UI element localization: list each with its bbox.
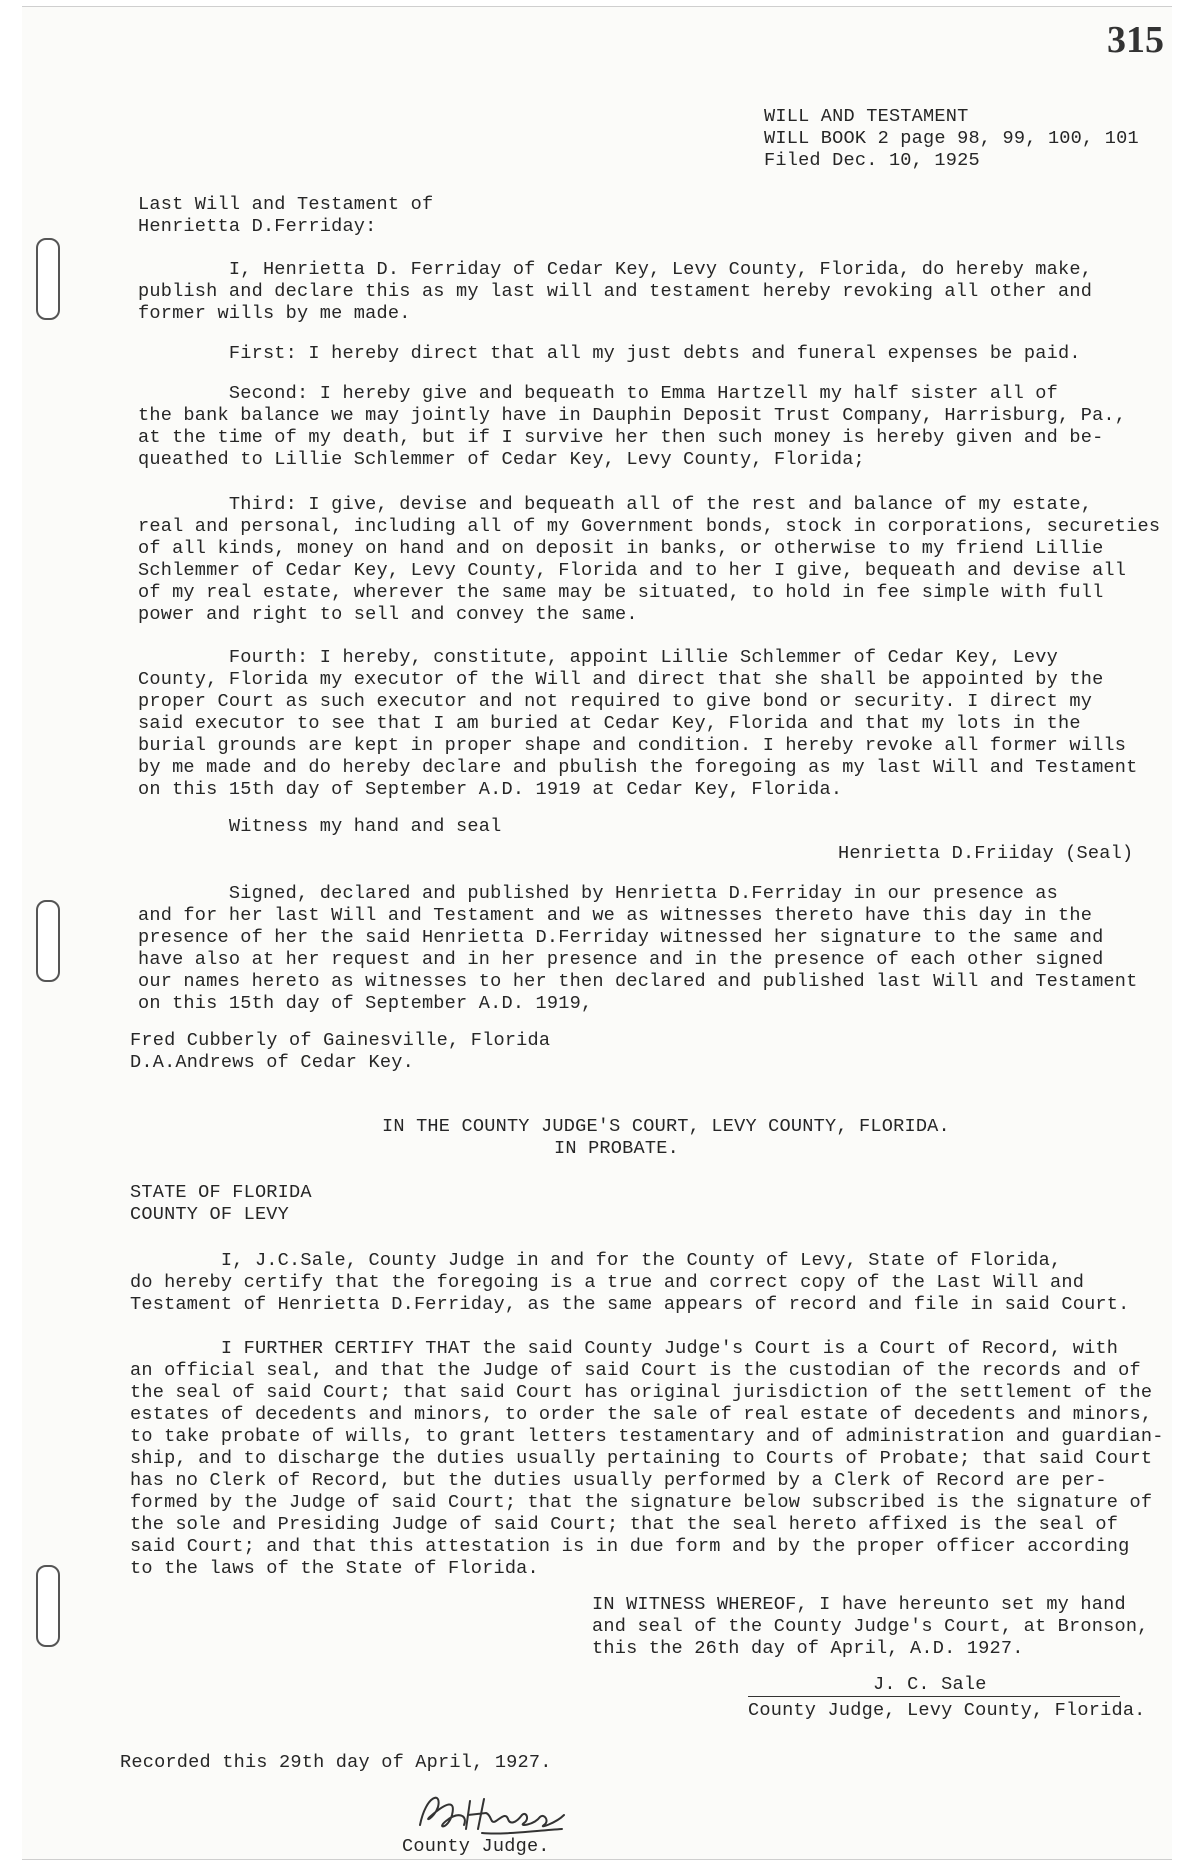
recorded-line: Recorded this 29th day of April, 1927. — [120, 1752, 552, 1773]
signature-rule — [748, 1696, 1120, 1697]
text-line: Testament of Henrietta D.Ferriday, as the same appears of record and file in said Court. — [130, 1294, 1130, 1315]
text-line: at the time of my death, but if I survive her then such money is hereby given and be- — [138, 427, 1104, 448]
text-line: power and right to sell and convey the same. — [138, 604, 638, 625]
text-line: presence of her the said Henrietta D.Ferriday witnessed her signature to the same and — [138, 927, 1104, 948]
text-line: on this 15th day of September A.D. 1919 at Cedar Key, Florida. — [138, 779, 843, 800]
text-line: said Court; and that this attestation is in due form and by the proper officer according — [130, 1536, 1130, 1557]
will-title-line-1: Last Will and Testament of — [138, 194, 434, 215]
text-line: on this 15th day of September A.D. 1919, — [138, 993, 593, 1014]
witness-name: Fred Cubberly of Gainesville, Florida — [130, 1030, 551, 1051]
text-line: estates of decedents and minors, to order the sale of real estate of decedents and minors, — [130, 1404, 1153, 1425]
text-line: said executor to see that I am buried at Cedar Key, Florida and that my lots in the — [138, 713, 1081, 734]
text-line: former wills by me made. — [138, 303, 411, 324]
text-line: the seal of said Court; that said Court has original jurisdiction of the settlement of the — [130, 1382, 1153, 1403]
text-line: our names hereto as witnesses to her then declared and published last Will and Testament — [138, 971, 1138, 992]
text-line: IN WITNESS WHEREOF, I have hereunto set my hand — [592, 1594, 1126, 1615]
text-line: the sole and Presiding Judge of said Court; that the seal hereto affixed is the seal of — [130, 1514, 1119, 1535]
witness-hand-line: Witness my hand and seal — [138, 816, 502, 837]
judge-signature-name: J. C. Sale — [873, 1674, 987, 1695]
text-line: I, Henrietta D. Ferriday of Cedar Key, Levy County, Florida, do hereby make, — [138, 259, 1093, 280]
text-line: Signed, declared and published by Henrietta D.Ferriday in our presence as — [138, 883, 1059, 904]
text-line: Second: I hereby give and bequeath to Emma Hartzell my half sister all of — [138, 383, 1059, 404]
header-line-3: Filed Dec. 10, 1925 — [764, 150, 980, 171]
text-line: Third: I give, devise and bequeath all of the rest and balance of my estate, — [138, 494, 1093, 515]
testator-signature: Henrietta D.Friiday (Seal) — [838, 843, 1134, 864]
text-line: burial grounds are kept in proper shape and condition. I hereby revoke all former wills — [138, 735, 1127, 756]
text-line: County, Florida my executor of the Will and direct that she shall be appointed by the — [138, 669, 1104, 690]
court-heading-line-2: IN PROBATE. — [554, 1138, 679, 1159]
text-line: to the laws of the State of Florida. — [130, 1558, 539, 1579]
text-line: and seal of the County Judge's Court, at Bronson, — [592, 1616, 1149, 1637]
witness-name: D.A.Andrews of Cedar Key. — [130, 1052, 414, 1073]
text-line: by me made and do hereby declare and pbulish the foregoing as my last Will and Testament — [138, 757, 1138, 778]
text-line: I FURTHER CERTIFY THAT the said County Judge's Court is a Court of Record, with — [130, 1338, 1119, 1359]
text-line: publish and declare this as my last will and testament hereby revoking all other and — [138, 281, 1093, 302]
text-line: Schlemmer of Cedar Key, Levy County, Florida and to her I give, bequeath and devise all — [138, 560, 1127, 581]
text-line: formed by the Judge of said Court; that the signature below subscribed is the signature of — [130, 1492, 1153, 1513]
text-line: First: I hereby direct that all my just debts and funeral expenses be paid. — [138, 343, 1081, 364]
text-line: and for her last Will and Testament and we as witnesses thereto have this day in the — [138, 905, 1093, 926]
handwritten-signature — [412, 1785, 572, 1839]
binder-hole-top — [36, 238, 60, 320]
text-line: do hereby certify that the foregoing is a true and correct copy of the Last Will and — [130, 1272, 1085, 1293]
text-line: has no Clerk of Record, but the duties usually performed by a Clerk of Record are per- — [130, 1470, 1107, 1491]
text-line: of all kinds, money on hand and on deposit in banks, or otherwise to my friend Lillie — [138, 538, 1104, 559]
page-number: 315 — [1107, 19, 1164, 61]
text-line: queathed to Lillie Schlemmer of Cedar Key, Levy County, Florida; — [138, 449, 865, 470]
text-line: have also at her request and in her presence and in the presence of each other signed — [138, 949, 1104, 970]
text-line: real and personal, including all of my Government bonds, stock in corporations, secureties — [138, 516, 1161, 537]
venue-county: COUNTY OF LEVY — [130, 1204, 290, 1225]
header-line-1: WILL AND TESTAMENT — [764, 106, 969, 127]
text-line: of my real estate, wherever the same may be situated, to hold in fee simple with full — [138, 582, 1104, 603]
text-line: ship, and to discharge the duties usually pertaining to Courts of Probate; that said Court — [130, 1448, 1153, 1469]
text-line: an official seal, and that the Judge of said Court is the custodian of the records and of — [130, 1360, 1141, 1381]
text-line: this the 26th day of April, A.D. 1927. — [592, 1638, 1024, 1659]
will-title-line-2: Henrietta D.Ferriday: — [138, 216, 377, 237]
text-line: proper Court as such executor and not required to give bond or security. I direct my — [138, 691, 1093, 712]
venue-state: STATE OF FLORIDA — [130, 1182, 312, 1203]
header-line-2: WILL BOOK 2 page 98, 99, 100, 101 — [764, 128, 1139, 149]
binder-hole-bottom — [36, 1565, 60, 1647]
text-line: I, J.C.Sale, County Judge in and for the County of Levy, State of Florida, — [130, 1250, 1062, 1271]
judge-signature-title: County Judge, Levy County, Florida. — [748, 1700, 1146, 1721]
recorded-title: County Judge. — [402, 1836, 550, 1857]
text-line: to take probate of wills, to grant letters testamentary and of administration and guardian- — [130, 1426, 1164, 1447]
text-line: Fourth: I hereby, constitute, appoint Lillie Schlemmer of Cedar Key, Levy — [138, 647, 1059, 668]
binder-hole-middle — [36, 900, 60, 982]
court-heading-line-1: IN THE COUNTY JUDGE'S COURT, LEVY COUNTY, FLORIDA. — [382, 1116, 950, 1137]
text-line: the bank balance we may jointly have in Dauphin Deposit Trust Company, Harrisburg, Pa., — [138, 405, 1127, 426]
